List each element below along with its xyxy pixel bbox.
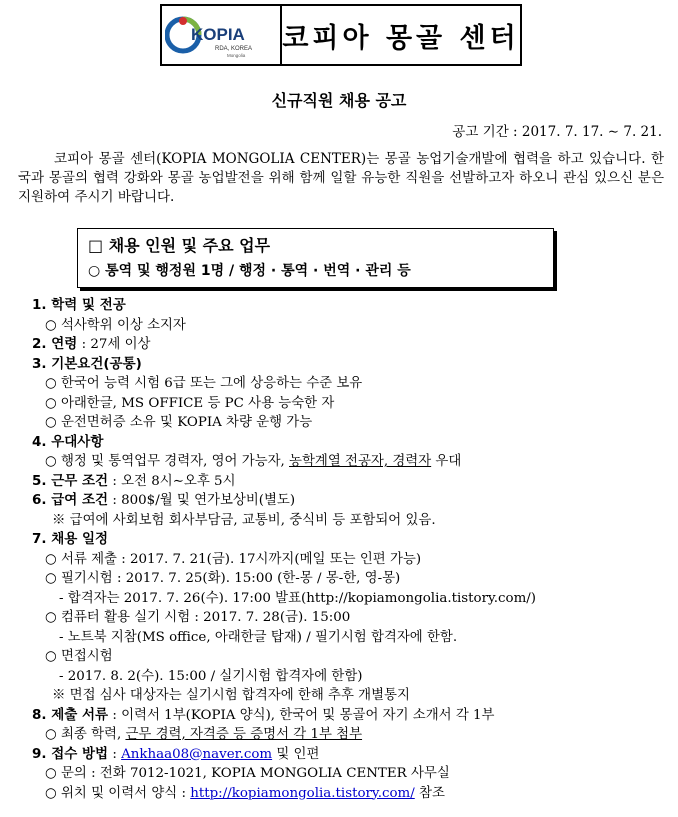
intro-paragraph: 코피아 몽골 센터(KOPIA MONGOLIA CENTER)는 몽골 농업기술개발에 협력을 하고 있습니다. 한국과 몽골의 협력 강화와 몽골 농업발전을 위해 함께 일할 유능한 직원을 선발하고자 하오니 관심 있으신 분은 지원하여 주시기 바랍니다. [18,151,664,205]
logo-sub2: Mongolia [227,53,246,58]
section-application [32,745,672,765]
logo-sub1: RDA, KOREA [215,46,253,52]
preference-item [32,452,672,472]
schedule-interview-date: - 2017. 8. 2(수). 15:00 / 실기시험 합격자에 한함) [59,668,363,684]
schedule-computer-test: ○ 컴퓨터 활용 실기 시험 : 2017. 7. 28(금). 15:00 [45,610,351,625]
application-label: 9. 접수 방법 [32,745,109,762]
documents-value: : 이력서 1부(KOPIA 양식), 한국어 및 몽골어 자기 소개서 각 1부 [108,707,495,723]
basic-item-1: ○ 한국어 능력 시험 6급 또는 그에 상응하는 수준 보유 [45,376,363,391]
section-preference: 4. 우대사항 [32,433,104,450]
notice-title: 신규직원 채용 공고 [271,91,407,110]
preference-post: 우대 [431,454,462,469]
section-age [32,335,672,355]
documents-label: 8. 제출 서류 [32,706,109,723]
requirements-list [32,296,672,803]
salary-label: 6. 급여 조건 [32,492,109,508]
notice-period: 공고 기간 : 2017. 7. 17. ∼ 7. 21. [452,124,662,140]
application-post: 및 인편 [272,746,320,762]
preference-pre: ○ 행정 및 통역업무 경력자, 영어 가능자, [45,454,290,469]
schedule-computer-note: - 노트북 지참(MS office, 아래한글 탑재) / 필기시험 합격자에 한함. [59,629,458,645]
age-label: 2. 연령 [32,336,78,352]
email-link[interactable]: Ankhaa08@naver.com [121,746,273,762]
location-post: 참조 [414,785,445,801]
website-link[interactable]: http://kopiamongolia.tistory.com/ [190,785,415,801]
basic-item-3: ○ 운전면허증 소유 및 KOPIA 차량 운행 가능 [45,415,313,430]
section-education: 1. 학력 및 전공 [32,297,126,313]
section-schedule: 7. 채용 일정 [32,531,109,547]
header-box [160,4,522,66]
documents-item-underlined: 근무 경력, 자격증 등 증명서 각 1부 첨부 [125,727,363,742]
section-documents [32,706,672,726]
box-position: ○ 통역 및 행정원 1명 / 행정 · 통역 · 번역 · 관리 등 [88,263,411,279]
preference-underlined: 농학계열 전공자, 경력자 [289,454,432,469]
location-pre: ○ 위치 및 이력서 양식 : [45,785,191,801]
documents-item [32,725,672,745]
logo-text: KOPIA [191,25,245,44]
basic-item-2: ○ 아래한글, MS OFFICE 등 PC 사용 능숙한 자 [45,395,335,411]
recruit-summary-box [77,228,554,288]
schedule-written-result: - 합격자는 2017. 7. 26(수). 17:00 발표(http://kopiamongolia.tistory.com/) [59,590,537,606]
location-item [32,784,672,804]
work-hours-value: : 오전 8시∼오후 5시 [108,473,236,489]
salary-note: ※ 급여에 사회보험 회사부담금, 교통비, 중식비 등 포함되어 있음. [52,512,436,528]
schedule-documents: ○ 서류 제출 : 2017. 7. 21(금). 17시까지(메일 또는 인편 가능) [45,551,422,567]
documents-item-pre: ○ 최종 학력, [45,727,126,742]
kopia-logo [162,6,282,64]
application-colon: : [108,746,122,762]
education-item: ○ 석사학위 이상 소지자 [45,317,186,333]
box-heading: □ 채용 인원 및 주요 업무 [88,236,271,255]
center-name: 코피아 몽골 센터 [282,22,520,54]
section-work-hours [32,472,672,492]
contact-item: ○ 문의 : 전화 7012-1021, KOPIA MONGOLIA CENTER 사무실 [45,766,450,781]
schedule-written-test: ○ 필기시험 : 2017. 7. 25(화). 15:00 (한-몽 / 몽-한, 영-몽) [45,571,401,586]
section-basic: 3. 기본요건(공통) [32,355,142,372]
work-hours-label: 5. 근무 조건 [32,472,109,489]
salary-value: : 800$/월 및 연가보상비(별도) [108,493,296,508]
age-value: : 27세 이상 [77,337,151,352]
section-salary [32,491,672,511]
kopia-logo-icon [165,9,277,61]
schedule-interview-note: ※ 면접 심사 대상자는 실기시험 합격자에 한해 추후 개별통지 [52,688,410,703]
schedule-interview: ○ 면접시험 [45,649,113,664]
